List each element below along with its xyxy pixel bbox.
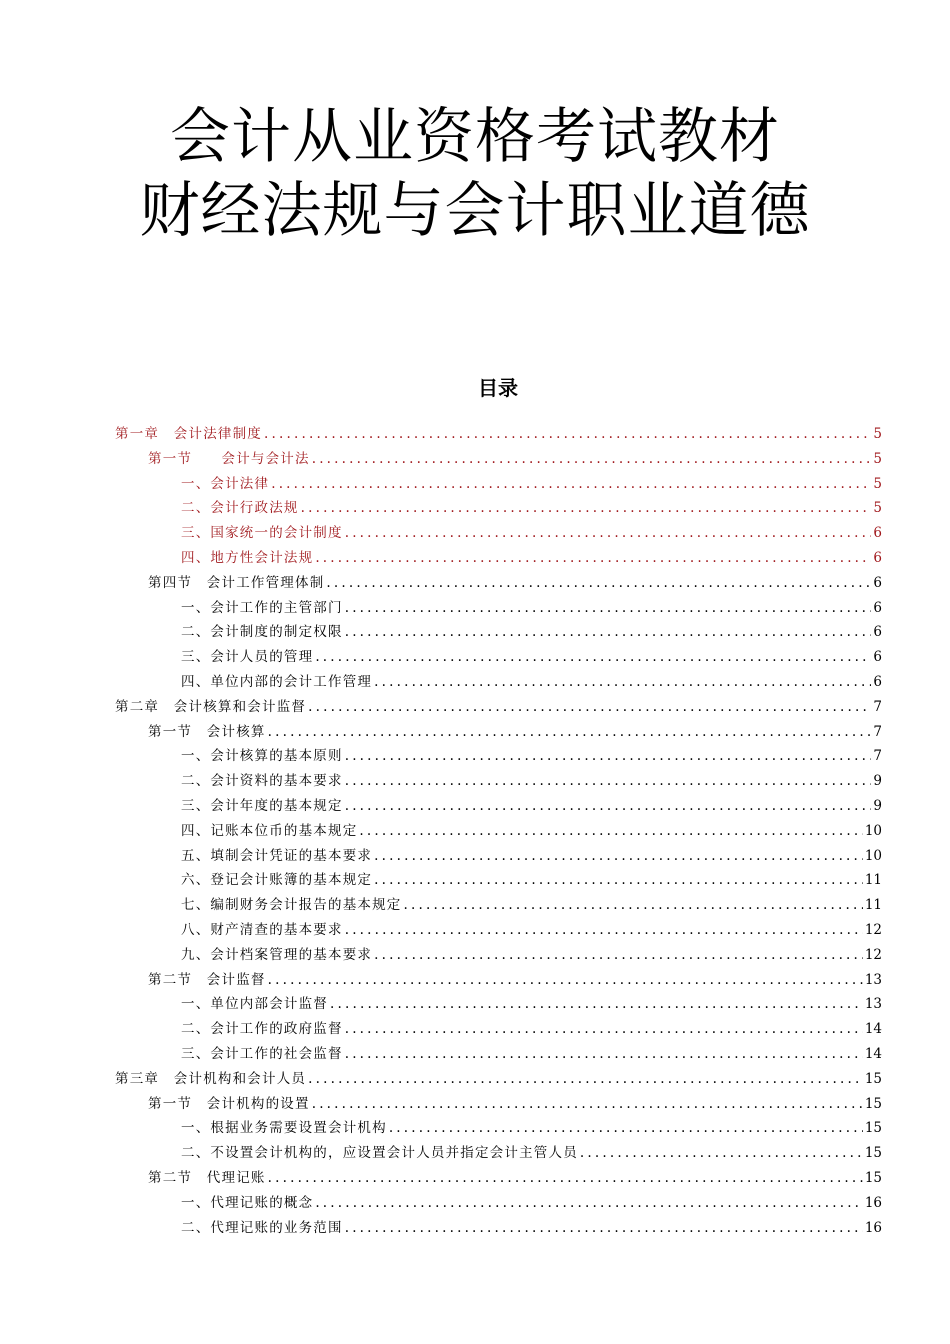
toc-entry-page-number: 6 [873, 649, 882, 666]
toc-dot-leader [345, 596, 872, 620]
toc-entry-page-number: 6 [873, 574, 882, 591]
toc-entry-label: 一、代理记账的概念 [181, 1194, 314, 1211]
toc-entry-label: 六、登记会计账簿的基本规定 [181, 872, 373, 889]
toc-entry-label: 第一节 会计核算 [148, 723, 266, 740]
toc-dot-leader [315, 1191, 863, 1215]
toc-entry-page-number: 9 [873, 798, 882, 814]
toc-entry-page-number: 5 [873, 426, 882, 442]
toc-dot-leader [301, 496, 872, 520]
toc-dot-leader [374, 943, 863, 967]
toc-entry-label: 三、会计年度的基本规定 [181, 798, 343, 814]
toc-entry-page-number: 11 [864, 872, 882, 889]
toc-entry-label: 五、填制会计凭证的基本要求 [181, 847, 373, 864]
toc-entry-page-number: 10 [864, 847, 882, 864]
toc-entry[interactable] [181, 769, 882, 793]
toc-entry[interactable] [148, 720, 882, 744]
toc-dot-leader [389, 1116, 863, 1140]
toc-dot-leader [330, 992, 863, 1016]
toc-entry[interactable] [181, 1042, 882, 1066]
toc-entry[interactable] [115, 1067, 882, 1091]
toc-entry[interactable] [148, 571, 882, 595]
toc-entry-page-number: 16 [864, 1219, 882, 1236]
toc-dot-leader [345, 794, 872, 818]
toc-entry-label: 第二节 会计监督 [148, 971, 266, 988]
toc-dot-leader [312, 447, 872, 471]
toc-entry-label: 一、单位内部会计监督 [181, 996, 328, 1013]
toc-entry-page-number: 12 [864, 922, 882, 938]
toc-dot-leader [359, 819, 862, 843]
toc-dot-leader [264, 422, 871, 446]
toc-entry[interactable] [181, 546, 882, 570]
toc-entry-page-number: 6 [873, 624, 882, 641]
toc-entry-label: 第一章 会计法律制度 [115, 426, 262, 442]
toc-entry-label: 二、会计行政法规 [181, 500, 299, 517]
toc-entry-page-number: 7 [873, 723, 882, 740]
toc-entry[interactable] [115, 422, 882, 446]
toc-entry-label: 第三章 会计机构和会计人员 [115, 1070, 307, 1087]
toc-dot-leader [345, 769, 872, 793]
toc-dot-leader [345, 521, 872, 545]
document-title [0, 100, 950, 248]
toc-entry[interactable] [181, 596, 882, 620]
toc-dot-leader [345, 1216, 863, 1240]
toc-dot-leader [345, 1042, 863, 1066]
toc-dot-leader [374, 868, 863, 892]
toc-entry[interactable] [148, 1166, 882, 1190]
toc-entry-label: 第一节 会计机构的设置 [148, 1095, 310, 1112]
toc-entry[interactable] [181, 1141, 882, 1165]
toc-entry[interactable] [181, 521, 882, 545]
toc-entry-label: 一、会计核算的基本原则 [181, 748, 343, 765]
toc-dot-leader [374, 844, 863, 868]
toc-dot-leader [404, 893, 863, 917]
toc-entry[interactable] [181, 670, 882, 694]
toc-dot-leader [345, 1017, 863, 1041]
toc-entry-label: 二、不设置会计机构的，应设置会计人员并指定会计主管人员 [181, 1145, 578, 1162]
toc-entry[interactable] [181, 1116, 882, 1140]
toc-entry[interactable] [148, 968, 882, 992]
toc-entry[interactable] [181, 620, 882, 644]
toc-entry-page-number: 15 [864, 1145, 882, 1162]
toc-dot-leader [580, 1141, 863, 1165]
toc-entry[interactable] [181, 918, 882, 942]
toc-dot-leader [315, 546, 871, 570]
toc-entry[interactable] [148, 447, 882, 471]
toc-entry-label: 四、单位内部的会计工作管理 [181, 674, 373, 690]
toc-dot-leader [345, 620, 872, 644]
toc-entry[interactable] [181, 943, 882, 967]
toc-entry-page-number: 12 [864, 946, 882, 963]
toc-entry-page-number: 15 [864, 1070, 882, 1087]
toc-entry-page-number: 10 [864, 822, 882, 839]
toc-entry[interactable] [181, 992, 882, 1016]
toc-entry[interactable] [181, 844, 882, 868]
toc-dot-leader [308, 1067, 863, 1091]
toc-dot-leader [268, 968, 863, 992]
toc-entry-page-number: 5 [873, 450, 882, 467]
toc-entry-label: 一、根据业务需要设置会计机构 [181, 1120, 387, 1137]
toc-entry[interactable] [181, 868, 882, 892]
toc-entry-page-number: 7 [873, 748, 882, 765]
toc-dot-leader [268, 1166, 863, 1190]
toc-entry-page-number: 5 [873, 500, 882, 517]
toc-entry-label: 三、会计人员的管理 [181, 649, 314, 666]
toc-dot-leader [308, 695, 871, 719]
toc-entry-label: 二、会计工作的政府监督 [181, 1021, 343, 1038]
toc-dot-leader [312, 1092, 863, 1116]
toc-entry-label: 第四节 会计工作管理体制 [148, 574, 325, 591]
toc-entry-page-number: 13 [864, 996, 882, 1013]
toc-entry-page-number: 15 [864, 1120, 882, 1137]
toc-entry-label: 三、国家统一的会计制度 [181, 525, 343, 542]
toc-entry-label: 第一节 会计与会计法 [148, 450, 310, 467]
toc-entry-page-number: 13 [864, 971, 882, 988]
toc-dot-leader [268, 720, 872, 744]
toc-entry-page-number: 15 [864, 1095, 882, 1112]
toc-entry-label: 三、会计工作的社会监督 [181, 1046, 343, 1062]
toc-entry-page-number: 6 [873, 674, 882, 690]
toc-entry-label: 二、会计资料的基本要求 [181, 773, 343, 790]
toc-entry-page-number: 16 [864, 1194, 882, 1211]
toc-entry[interactable] [181, 1191, 882, 1215]
toc-entry-page-number: 5 [873, 475, 882, 492]
toc-entry-label: 二、会计制度的制定权限 [181, 624, 343, 641]
toc-entry-label: 九、会计档案管理的基本要求 [181, 946, 373, 963]
toc-entry-label: 七、编制财务会计报告的基本规定 [181, 897, 402, 914]
toc-entry-label: 一、会计工作的主管部门 [181, 599, 343, 616]
toc-entry-page-number: 6 [873, 599, 882, 616]
toc-entry-label: 第二章 会计核算和会计监督 [115, 698, 307, 715]
toc-entry-page-number: 14 [864, 1046, 882, 1062]
toc-dot-leader [345, 744, 872, 768]
toc-dot-leader [345, 918, 863, 942]
toc-dot-leader [326, 571, 871, 595]
toc-entry[interactable] [181, 645, 882, 669]
toc-heading: 目录 [478, 376, 518, 400]
toc-dot-leader [271, 472, 871, 496]
toc-entry[interactable] [181, 893, 882, 917]
toc-entry-page-number: 9 [873, 773, 882, 790]
toc-entry-page-number: 6 [873, 525, 882, 542]
toc-entry[interactable] [181, 496, 882, 520]
toc-dot-leader [315, 645, 871, 669]
title-line-1: 会计从业资格考试教材 [170, 102, 780, 172]
toc-entry[interactable] [181, 1216, 882, 1240]
title-line-2: 财经法规与会计职业道德 [139, 176, 811, 246]
toc-entry-label: 四、地方性会计法规 [181, 550, 314, 566]
toc-entry-label: 二、代理记账的业务范围 [181, 1219, 343, 1236]
toc-entry-page-number: 7 [873, 698, 882, 715]
toc-entry[interactable] [181, 1017, 882, 1041]
toc-entry-page-number: 11 [864, 897, 882, 914]
toc-entry-label: 第二节 代理记账 [148, 1170, 266, 1186]
toc-entry-page-number: 14 [864, 1021, 882, 1038]
toc-entry[interactable] [181, 744, 882, 768]
toc-entry[interactable] [181, 472, 882, 496]
toc-entry-page-number: 15 [864, 1170, 882, 1186]
toc-entry-label: 四、记账本位币的基本规定 [181, 822, 358, 839]
toc-entry[interactable] [115, 695, 882, 719]
toc-entry-label: 八、财产清查的基本要求 [181, 922, 343, 938]
toc-entry[interactable] [181, 819, 882, 843]
toc-entry-label: 一、会计法律 [181, 475, 270, 492]
toc-entry[interactable] [148, 1092, 882, 1116]
toc-entry-page-number: 6 [873, 550, 882, 566]
toc-entry[interactable] [181, 794, 882, 818]
toc-dot-leader [374, 670, 871, 694]
